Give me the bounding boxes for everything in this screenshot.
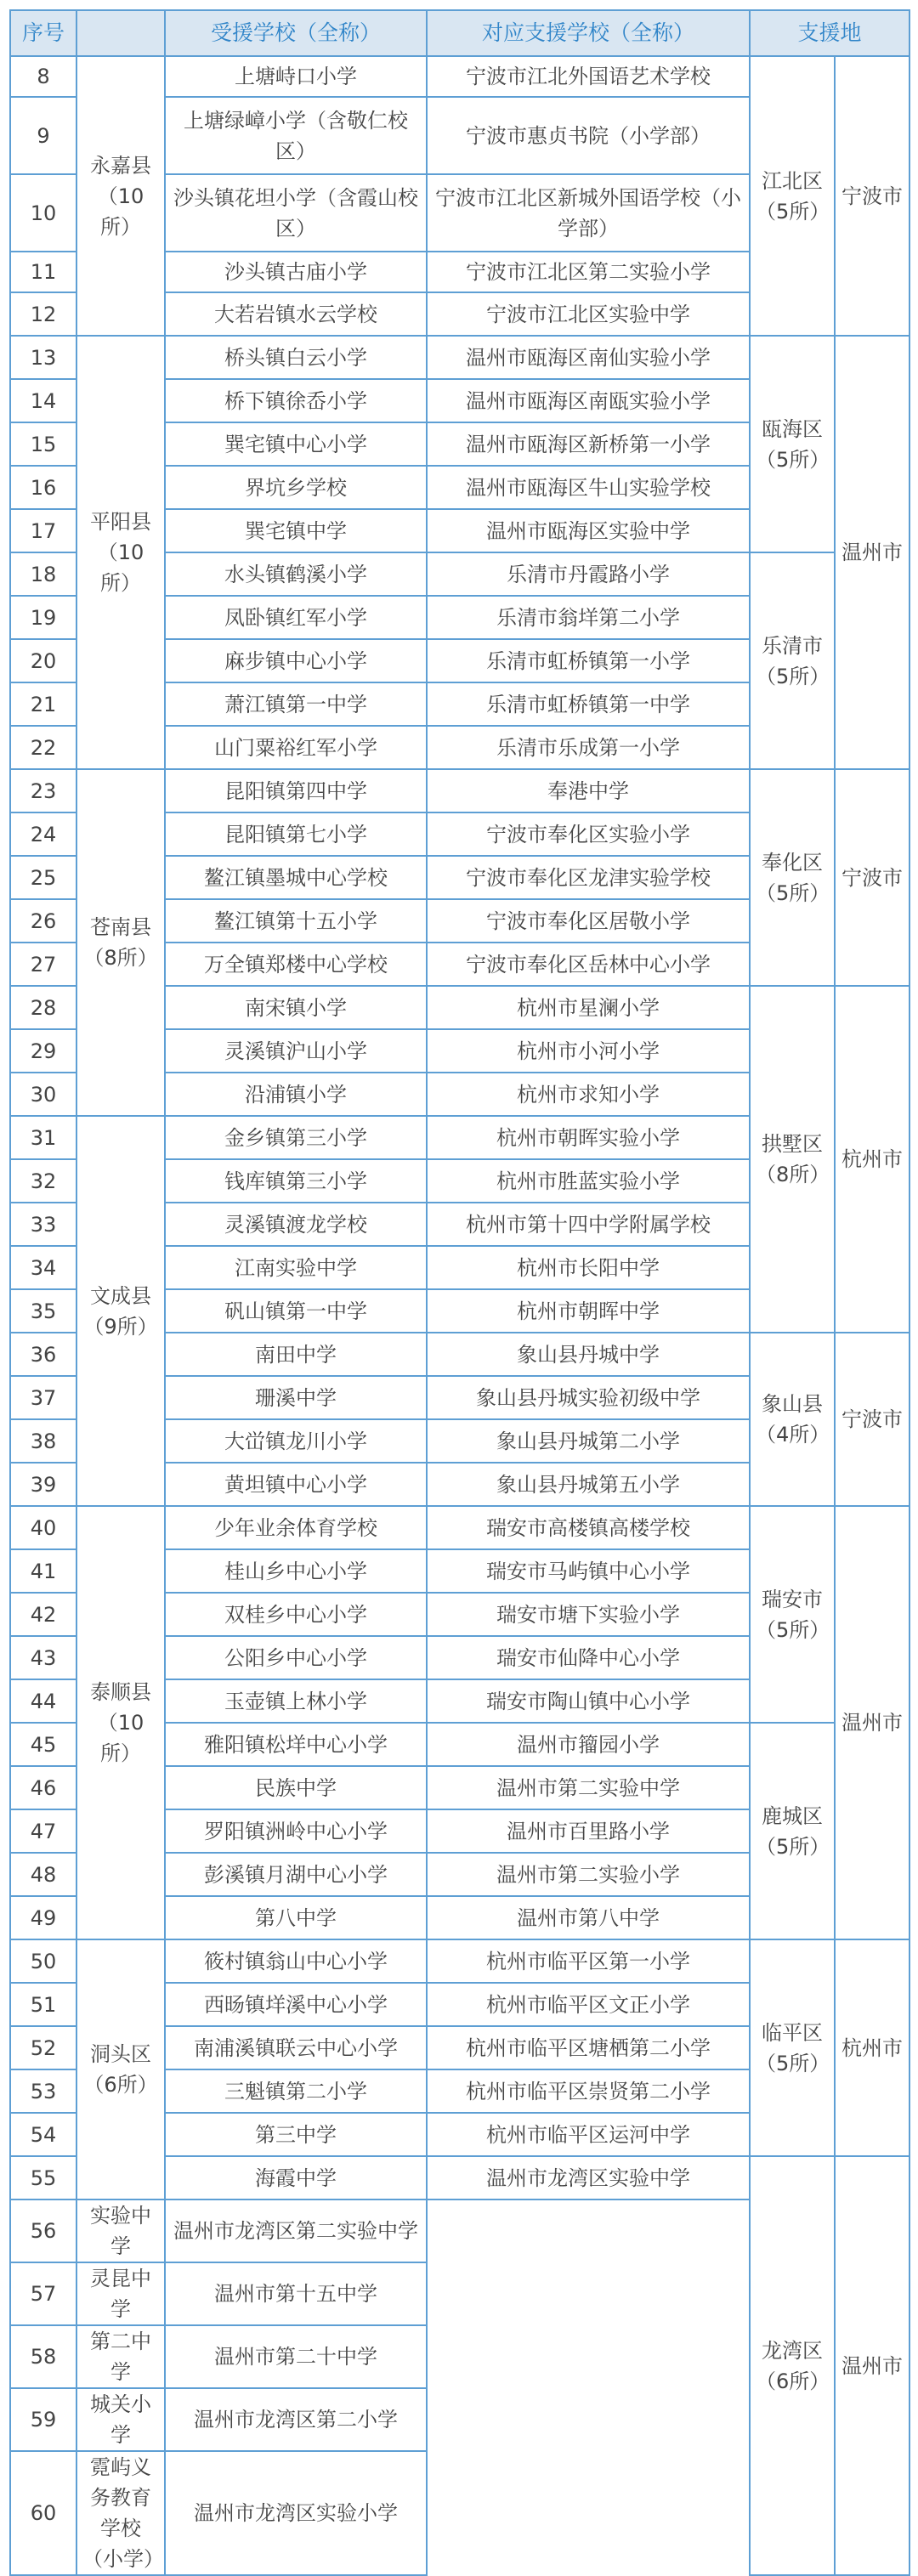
row-number: 19 — [10, 596, 76, 639]
aided-school: 南宋镇小学 — [165, 986, 427, 1029]
aided-school: 桥头镇白云小学 — [165, 336, 427, 379]
supporting-school: 杭州市星澜小学 — [427, 986, 750, 1029]
county-name: 平阳县 — [90, 510, 151, 534]
county-count: （10所） — [97, 1711, 144, 1765]
supporting-school: 温州市第二实验中学 — [427, 1766, 750, 1809]
county-count: （8所） — [83, 946, 158, 970]
row-number: 17 — [10, 509, 76, 552]
aided-school: 麻步镇中心小学 — [165, 639, 427, 682]
row-number: 41 — [10, 1549, 76, 1593]
supporting-school: 奉港中学 — [427, 769, 750, 812]
row-number: 13 — [10, 336, 76, 379]
district-count: （6所） — [756, 2369, 830, 2393]
county-cell — [76, 1506, 165, 1939]
aided-school: 三魁镇第二小学 — [165, 2069, 427, 2113]
supporting-school: 杭州市朝晖实验小学 — [427, 1116, 750, 1159]
district-count: （8所） — [756, 1163, 830, 1186]
row-number: 11 — [10, 252, 76, 292]
row-number: 9 — [10, 97, 76, 174]
row-number: 40 — [10, 1506, 76, 1549]
supporting-school: 温州市瓯海区实验中学 — [427, 509, 750, 552]
row-number: 29 — [10, 1029, 76, 1073]
county-name: 泰顺县 — [90, 1680, 151, 1704]
city-cell: 温州市 — [835, 336, 910, 769]
supporting-school: 温州市瓯海区南瓯实验小学 — [427, 379, 750, 422]
aided-school: 实验中学 — [76, 2200, 165, 2262]
district-cell — [750, 1939, 835, 2156]
supporting-school: 温州市瓯海区南仙实验小学 — [427, 336, 750, 379]
header-aided-school: 受援学校（全称） — [165, 10, 427, 56]
supporting-school: 宁波市奉化区龙津实验学校 — [427, 856, 750, 899]
supporting-school: 杭州市朝晖中学 — [427, 1289, 750, 1333]
aided-school: 鳌江镇墨城中心学校 — [165, 856, 427, 899]
aided-school: 南浦溪镇联云中心小学 — [165, 2026, 427, 2069]
row-number: 56 — [10, 2200, 76, 2262]
row-number: 54 — [10, 2113, 76, 2156]
supporting-school: 杭州市临平区崇贤第二小学 — [427, 2069, 750, 2113]
row-number: 42 — [10, 1593, 76, 1636]
aided-school: 沿浦镇小学 — [165, 1073, 427, 1116]
supporting-school: 温州市第二实验小学 — [427, 1853, 750, 1896]
aided-school: 上塘绿嶂小学（含敬仁校区） — [165, 97, 427, 174]
supporting-school: 乐清市丹霞路小学 — [427, 552, 750, 596]
row-number: 34 — [10, 1246, 76, 1289]
district-count: （5所） — [756, 1834, 830, 1859]
supporting-school: 杭州市胜蓝实验小学 — [427, 1159, 750, 1203]
supporting-school: 杭州市临平区塘栖第二小学 — [427, 2026, 750, 2069]
county-cell — [76, 1939, 165, 2200]
aided-school: 沙头镇花坦小学（含霞山校区） — [165, 174, 427, 252]
supporting-school: 杭州市临平区运河中学 — [427, 2113, 750, 2156]
row-number: 36 — [10, 1333, 76, 1376]
supporting-school: 瑞安市马屿镇中心小学 — [427, 1549, 750, 1593]
row-number: 16 — [10, 466, 76, 509]
aided-school: 金乡镇第三小学 — [165, 1116, 427, 1159]
header-county — [76, 10, 165, 56]
aided-school: 第八中学 — [165, 1896, 427, 1939]
row-number: 38 — [10, 1419, 76, 1463]
row-number: 60 — [10, 2451, 76, 2575]
district-count: （5所） — [756, 447, 830, 472]
supporting-school: 温州市第十五中学 — [165, 2262, 427, 2325]
aided-school: 大若岩镇水云学校 — [165, 292, 427, 336]
county-cell — [76, 1116, 165, 1506]
supporting-school: 乐清市乐成第一小学 — [427, 726, 750, 769]
supporting-school: 温州市龙湾区实验中学 — [427, 2156, 750, 2200]
table-row — [10, 336, 910, 379]
header-support-area: 支援地 — [750, 10, 910, 56]
district-cell — [750, 769, 835, 986]
aided-school: 水头镇鹤溪小学 — [165, 552, 427, 596]
row-number: 12 — [10, 292, 76, 336]
supporting-school: 温州市第二十中学 — [165, 2325, 427, 2388]
district-name: 龙湾区 — [762, 2338, 823, 2363]
district-count: （5所） — [756, 1617, 830, 1642]
supporting-school: 象山县丹城第二小学 — [427, 1419, 750, 1463]
row-number: 53 — [10, 2069, 76, 2113]
row-number: 23 — [10, 769, 76, 812]
row-number: 35 — [10, 1289, 76, 1333]
aided-school: 第二中学 — [76, 2325, 165, 2388]
table-row — [10, 1506, 910, 1549]
district-name: 瑞安市 — [762, 1587, 823, 1611]
city-cell: 宁波市 — [835, 769, 910, 986]
county-name: 洞头区 — [90, 2042, 151, 2066]
aided-school: 灵昆中学 — [76, 2262, 165, 2325]
district-cell — [750, 552, 835, 769]
row-number: 33 — [10, 1203, 76, 1246]
row-number: 32 — [10, 1159, 76, 1203]
supporting-school: 宁波市江北区新城外国语学校（小学部） — [427, 174, 750, 252]
supporting-school: 杭州市第十四中学附属学校 — [427, 1203, 750, 1246]
aided-school: 桂山乡中心小学 — [165, 1549, 427, 1593]
aided-school: 萧江镇第一中学 — [165, 682, 427, 726]
aided-school: 钱库镇第三小学 — [165, 1159, 427, 1203]
supporting-school: 温州市瓯海区新桥第一小学 — [427, 422, 750, 466]
aided-school: 西旸镇垟溪中心小学 — [165, 1983, 427, 2026]
supporting-school: 杭州市长阳中学 — [427, 1246, 750, 1289]
support-schools-table — [9, 9, 910, 2576]
supporting-school: 温州市百里路小学 — [427, 1809, 750, 1853]
aided-school: 黄坦镇中心小学 — [165, 1463, 427, 1506]
district-count: （5所） — [756, 664, 830, 688]
row-number: 20 — [10, 639, 76, 682]
district-name: 瓯海区 — [762, 416, 823, 441]
supporting-school: 乐清市虹桥镇第一小学 — [427, 639, 750, 682]
row-number: 55 — [10, 2156, 76, 2200]
district-name: 江北区 — [762, 168, 823, 193]
supporting-school: 瑞安市陶山镇中心小学 — [427, 1679, 750, 1723]
district-name: 临平区 — [762, 2020, 823, 2045]
aided-school: 矾山镇第一中学 — [165, 1289, 427, 1333]
supporting-school: 温州市籀园小学 — [427, 1723, 750, 1766]
row-number: 48 — [10, 1853, 76, 1896]
supporting-school: 乐清市虹桥镇第一中学 — [427, 682, 750, 726]
row-number: 39 — [10, 1463, 76, 1506]
row-number: 49 — [10, 1896, 76, 1939]
row-number: 10 — [10, 174, 76, 252]
row-number: 14 — [10, 379, 76, 422]
aided-school: 灵溪镇沪山小学 — [165, 1029, 427, 1073]
row-number: 46 — [10, 1766, 76, 1809]
aided-school: 界坑乡学校 — [165, 466, 427, 509]
county-name: 苍南县 — [90, 915, 151, 939]
county-count: （10所） — [97, 541, 144, 595]
header-supporting-school: 对应支援学校（全称） — [427, 10, 750, 56]
aided-school: 霓屿义务教育学校（小学） — [76, 2451, 165, 2575]
supporting-school: 宁波市江北外国语艺术学校 — [427, 56, 750, 97]
row-number: 47 — [10, 1809, 76, 1853]
support-schools-table-container — [9, 9, 909, 2576]
supporting-school: 瑞安市仙降中心小学 — [427, 1636, 750, 1679]
aided-school: 海霞中学 — [165, 2156, 427, 2200]
district-count: （5所） — [756, 2051, 830, 2075]
supporting-school: 宁波市惠贞书院（小学部） — [427, 97, 750, 174]
supporting-school: 瑞安市塘下实验小学 — [427, 1593, 750, 1636]
district-cell — [750, 336, 835, 552]
aided-school: 公阳乡中心小学 — [165, 1636, 427, 1679]
aided-school: 沙头镇古庙小学 — [165, 252, 427, 292]
aided-school: 玉壶镇上林小学 — [165, 1679, 427, 1723]
district-name: 乐清市 — [762, 633, 823, 658]
row-number: 18 — [10, 552, 76, 596]
row-number: 24 — [10, 812, 76, 856]
aided-school: 民族中学 — [165, 1766, 427, 1809]
district-name: 奉化区 — [762, 850, 823, 875]
county-cell — [76, 336, 165, 769]
row-number: 43 — [10, 1636, 76, 1679]
row-number: 57 — [10, 2262, 76, 2325]
city-cell: 温州市 — [835, 1506, 910, 1939]
row-number: 30 — [10, 1073, 76, 1116]
county-count: （9所） — [83, 1314, 158, 1339]
row-number: 27 — [10, 943, 76, 986]
aided-school: 大峃镇龙川小学 — [165, 1419, 427, 1463]
district-cell — [750, 1333, 835, 1506]
aided-school: 珊溪中学 — [165, 1376, 427, 1419]
row-number: 25 — [10, 856, 76, 899]
row-number: 8 — [10, 56, 76, 97]
table-row — [10, 769, 910, 812]
aided-school: 南田中学 — [165, 1333, 427, 1376]
supporting-school: 宁波市江北区实验中学 — [427, 292, 750, 336]
aided-school: 第三中学 — [165, 2113, 427, 2156]
aided-school: 江南实验中学 — [165, 1246, 427, 1289]
supporting-school: 象山县丹城中学 — [427, 1333, 750, 1376]
city-cell: 宁波市 — [835, 56, 910, 336]
supporting-school: 杭州市求知小学 — [427, 1073, 750, 1116]
row-number: 58 — [10, 2325, 76, 2388]
supporting-school: 象山县丹城实验初级中学 — [427, 1376, 750, 1419]
supporting-school: 温州市瓯海区牛山实验学校 — [427, 466, 750, 509]
city-cell: 杭州市 — [835, 986, 910, 1333]
city-cell: 温州市 — [835, 2156, 910, 2575]
header-row — [10, 10, 910, 56]
district-name: 鹿城区 — [762, 1803, 823, 1828]
aided-school: 雅阳镇松垟中心小学 — [165, 1723, 427, 1766]
row-number: 59 — [10, 2388, 76, 2451]
county-name: 文成县 — [90, 1283, 151, 1308]
supporting-school: 温州市第八中学 — [427, 1896, 750, 1939]
aided-school: 上塘峙口小学 — [165, 56, 427, 97]
aided-school: 筱村镇翁山中心小学 — [165, 1939, 427, 1983]
supporting-school: 杭州市临平区文正小学 — [427, 1983, 750, 2026]
district-count: （5所） — [756, 199, 830, 224]
aided-school: 巽宅镇中学 — [165, 509, 427, 552]
aided-school: 昆阳镇第七小学 — [165, 812, 427, 856]
aided-school: 少年业余体育学校 — [165, 1506, 427, 1549]
district-count: （5所） — [756, 880, 830, 905]
county-cell — [76, 769, 165, 1116]
header-seq: 序号 — [10, 10, 76, 56]
aided-school: 鳌江镇第十五小学 — [165, 899, 427, 943]
city-cell: 杭州市 — [835, 1939, 910, 2156]
supporting-school: 杭州市小河小学 — [427, 1029, 750, 1073]
district-cell — [750, 1506, 835, 1723]
city-cell: 宁波市 — [835, 1333, 910, 1506]
supporting-school: 宁波市江北区第二实验小学 — [427, 252, 750, 292]
row-number: 26 — [10, 899, 76, 943]
supporting-school: 宁波市奉化区实验小学 — [427, 812, 750, 856]
supporting-school: 宁波市奉化区岳林中心小学 — [427, 943, 750, 986]
supporting-school: 象山县丹城第五小学 — [427, 1463, 750, 1506]
district-cell — [750, 56, 835, 336]
aided-school: 罗阳镇洲岭中心小学 — [165, 1809, 427, 1853]
row-number: 44 — [10, 1679, 76, 1723]
aided-school: 城关小学 — [76, 2388, 165, 2451]
supporting-school: 温州市龙湾区第二实验中学 — [165, 2200, 427, 2262]
aided-school: 山门粟裕红军小学 — [165, 726, 427, 769]
supporting-school: 温州市龙湾区实验小学 — [165, 2451, 427, 2575]
aided-school: 桥下镇徐岙小学 — [165, 379, 427, 422]
row-number: 51 — [10, 1983, 76, 2026]
district-cell — [750, 2156, 835, 2575]
supporting-school: 乐清市翁垟第二小学 — [427, 596, 750, 639]
aided-school: 昆阳镇第四中学 — [165, 769, 427, 812]
row-number: 50 — [10, 1939, 76, 1983]
row-number: 45 — [10, 1723, 76, 1766]
row-number: 21 — [10, 682, 76, 726]
supporting-school: 瑞安市高楼镇高楼学校 — [427, 1506, 750, 1549]
supporting-school: 温州市龙湾区第二小学 — [165, 2388, 427, 2451]
county-count: （10所） — [97, 184, 144, 239]
county-count: （6所） — [83, 2073, 158, 2097]
table-row — [10, 1939, 910, 1983]
table-row — [10, 56, 910, 97]
aided-school: 巽宅镇中心小学 — [165, 422, 427, 466]
row-number: 28 — [10, 986, 76, 1029]
aided-school: 彭溪镇月湖中心小学 — [165, 1853, 427, 1896]
aided-school: 凤卧镇红军小学 — [165, 596, 427, 639]
county-cell — [76, 56, 165, 336]
district-cell — [750, 1723, 835, 1939]
row-number: 31 — [10, 1116, 76, 1159]
supporting-school: 杭州市临平区第一小学 — [427, 1939, 750, 1983]
district-cell — [750, 986, 835, 1333]
table-body — [10, 56, 910, 2575]
row-number: 22 — [10, 726, 76, 769]
supporting-school: 宁波市奉化区居敬小学 — [427, 899, 750, 943]
district-name: 象山县 — [762, 1392, 823, 1416]
aided-school: 万全镇郑楼中心学校 — [165, 943, 427, 986]
row-number: 37 — [10, 1376, 76, 1419]
district-name: 拱墅区 — [762, 1132, 823, 1156]
county-name: 永嘉县 — [90, 153, 151, 178]
aided-school: 双桂乡中心小学 — [165, 1593, 427, 1636]
aided-school: 灵溪镇渡龙学校 — [165, 1203, 427, 1246]
row-number: 52 — [10, 2026, 76, 2069]
row-number: 15 — [10, 422, 76, 466]
district-count: （4所） — [756, 1423, 830, 1447]
